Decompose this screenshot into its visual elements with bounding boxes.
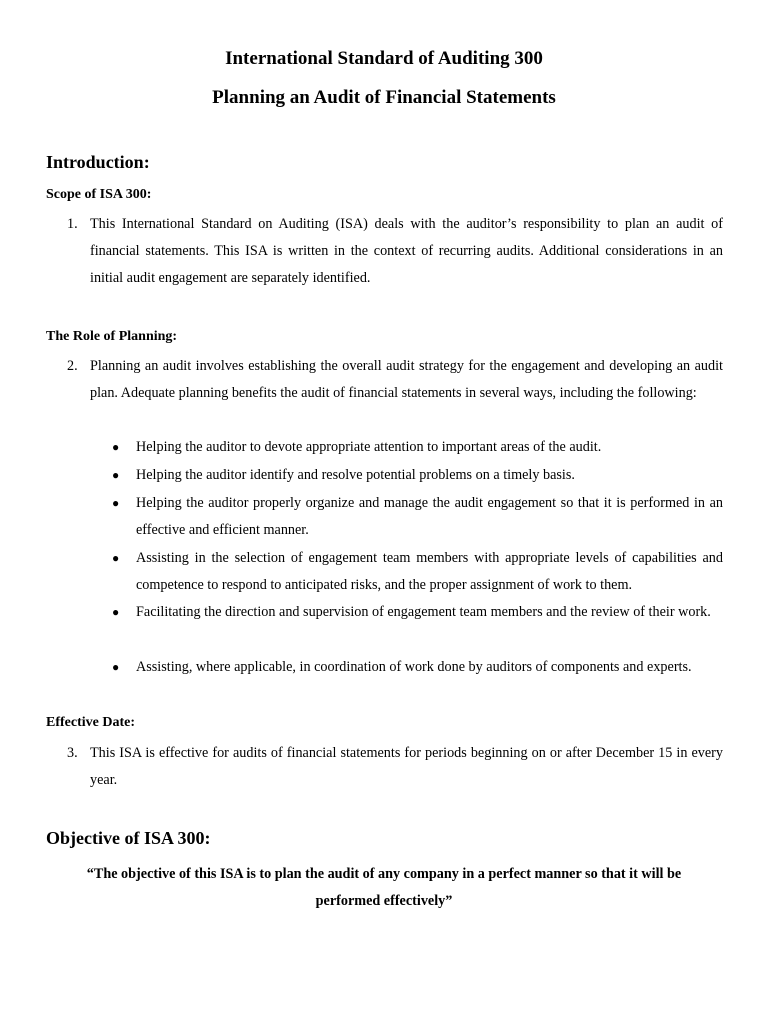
list-item-text: Helping the auditor to devote appropriate attention to important areas of the audit.: [136, 439, 602, 455]
paragraph-number: 2.: [67, 358, 78, 374]
bullet-icon: ●: [112, 440, 120, 454]
paragraph-number: 3.: [67, 745, 78, 761]
list-item: [112, 545, 723, 599]
list-item-text: Assisting, where applicable, in coordination of work done by auditors of components and experts.: [136, 659, 692, 675]
document-subtitle: Planning an Audit of Financial Statements: [212, 87, 556, 108]
role-paragraph: [67, 353, 723, 407]
paragraph-text: This International Standard on Auditing (ISA) deals with the auditor’s responsibility to plan an audit of financial statements. This ISA is written in the context of recurring audits. Additional considerations in an initial audit engagement are separately identified.: [90, 216, 723, 286]
document-title: International Standard of Auditing 300: [225, 48, 543, 69]
list-item-text: Helping the auditor properly organize and manage the audit engagement so that it is performed in an effective and efficient manner.: [136, 495, 723, 538]
list-item-text: Assisting in the selection of engagement team members with appropriate levels of capabilities and competence to respond to anticipated risks, and the proper assignment of work to them.: [136, 550, 723, 593]
list-item: [112, 599, 723, 626]
objective-heading: Objective of ISA 300:: [46, 828, 211, 848]
bullet-icon: ●: [112, 468, 120, 482]
paragraph-text: Planning an audit involves establishing the overall audit strategy for the engagement and developing an audit plan. Adequate planning benefits the audit of financial statements in several ways, including the following:: [90, 358, 723, 401]
list-item-text: Helping the auditor identify and resolve potential problems on a timely basis.: [136, 467, 575, 483]
bullet-icon: ●: [112, 605, 120, 619]
scope-paragraph: [67, 211, 723, 292]
effective-date-heading: Effective Date:: [46, 715, 136, 730]
introduction-heading: Introduction:: [46, 152, 150, 172]
bullet-icon: ●: [112, 660, 120, 674]
role-heading: The Role of Planning:: [46, 329, 178, 344]
list-item: [112, 462, 723, 489]
paragraph-number: 1.: [67, 216, 78, 232]
list-item-text: Facilitating the direction and supervision of engagement team members and the review of their work.: [136, 604, 711, 620]
list-item: [112, 490, 723, 544]
scope-heading: Scope of ISA 300:: [46, 187, 152, 202]
effective-date-paragraph: [67, 740, 723, 794]
bullet-icon: ●: [112, 551, 120, 565]
paragraph-text: This ISA is effective for audits of financial statements for periods beginning on or after December 15 in every year.: [90, 745, 723, 788]
objective-quote: “The objective of this ISA is to plan the audit of any company in a perfect manner so that it will be performed effectively”: [86, 866, 682, 909]
list-item: [112, 434, 723, 461]
bullet-icon: ●: [112, 496, 120, 510]
list-item: [112, 654, 723, 681]
